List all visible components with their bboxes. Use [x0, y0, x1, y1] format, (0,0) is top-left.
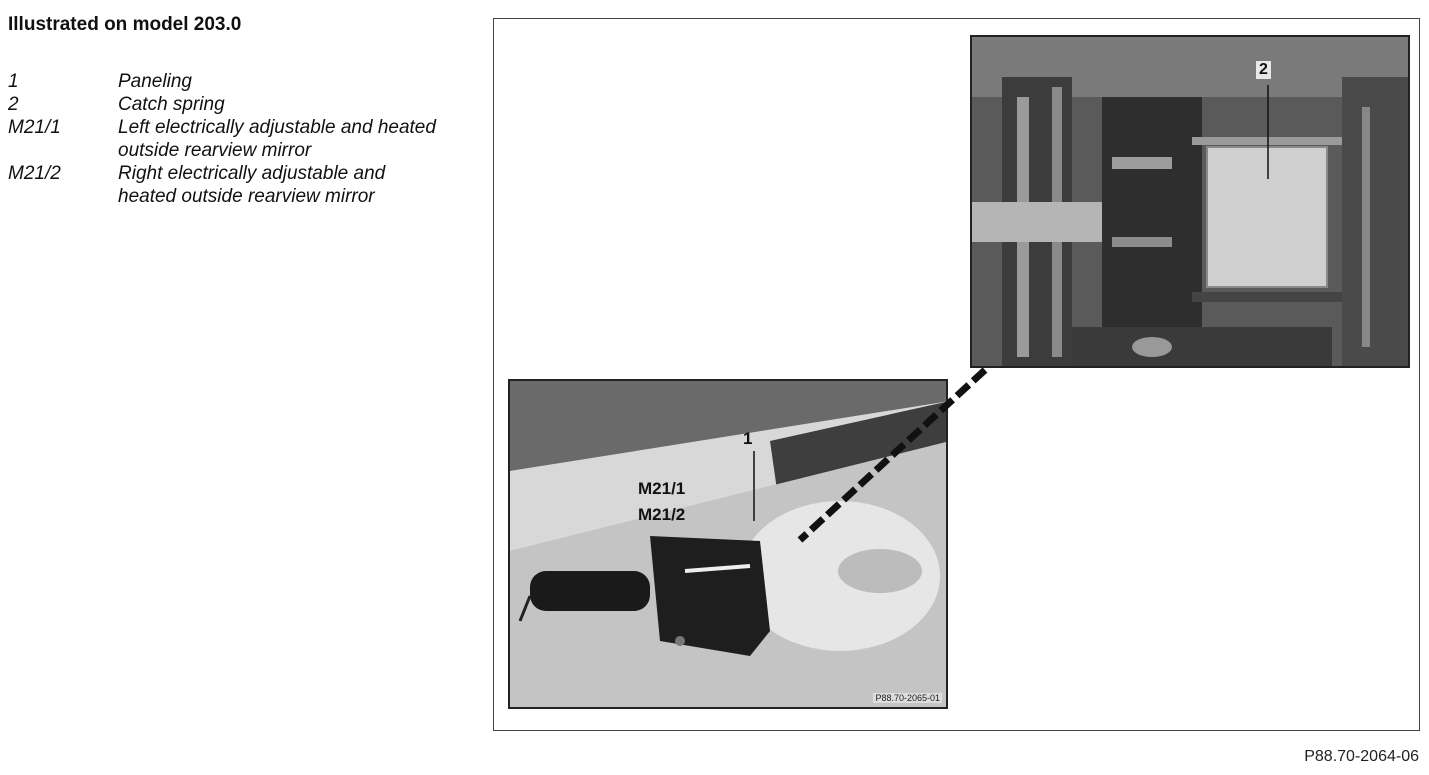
legend-key: 2 [8, 94, 19, 115]
legend-list [8, 70, 448, 208]
legend-key: M21/1 [8, 117, 61, 138]
legend-text: Left electrically adjustable and heated outside rearview mirror [118, 117, 436, 161]
legend-item [8, 70, 448, 93]
legend-text: Right electrically adjustable and heated outside rearview mirror [118, 163, 386, 207]
section-heading: Illustrated on model 203.0 [8, 14, 242, 35]
mirror-illustration [510, 381, 948, 709]
callout-catch-spring: 2 [1256, 61, 1271, 79]
legend-text: Catch spring [118, 94, 225, 115]
legend-text: Paneling [118, 71, 192, 92]
callout-m21-2: M21/2 [638, 505, 686, 524]
callout-paneling: 1 [743, 429, 753, 448]
mirror-photo [508, 379, 948, 709]
legend-key: M21/2 [8, 163, 61, 184]
catch-spring-illustration [972, 37, 1410, 368]
legend-item [8, 162, 448, 208]
photo-code: P88.70-2065-01 [875, 693, 940, 703]
catch-spring-detail-photo [970, 35, 1410, 368]
callout-m21-1: M21/1 [638, 479, 686, 498]
legend-key: 1 [8, 71, 19, 92]
figure-code: P88.70-2064-06 [1304, 748, 1419, 765]
legend-item [8, 116, 448, 162]
legend-item [8, 93, 448, 116]
